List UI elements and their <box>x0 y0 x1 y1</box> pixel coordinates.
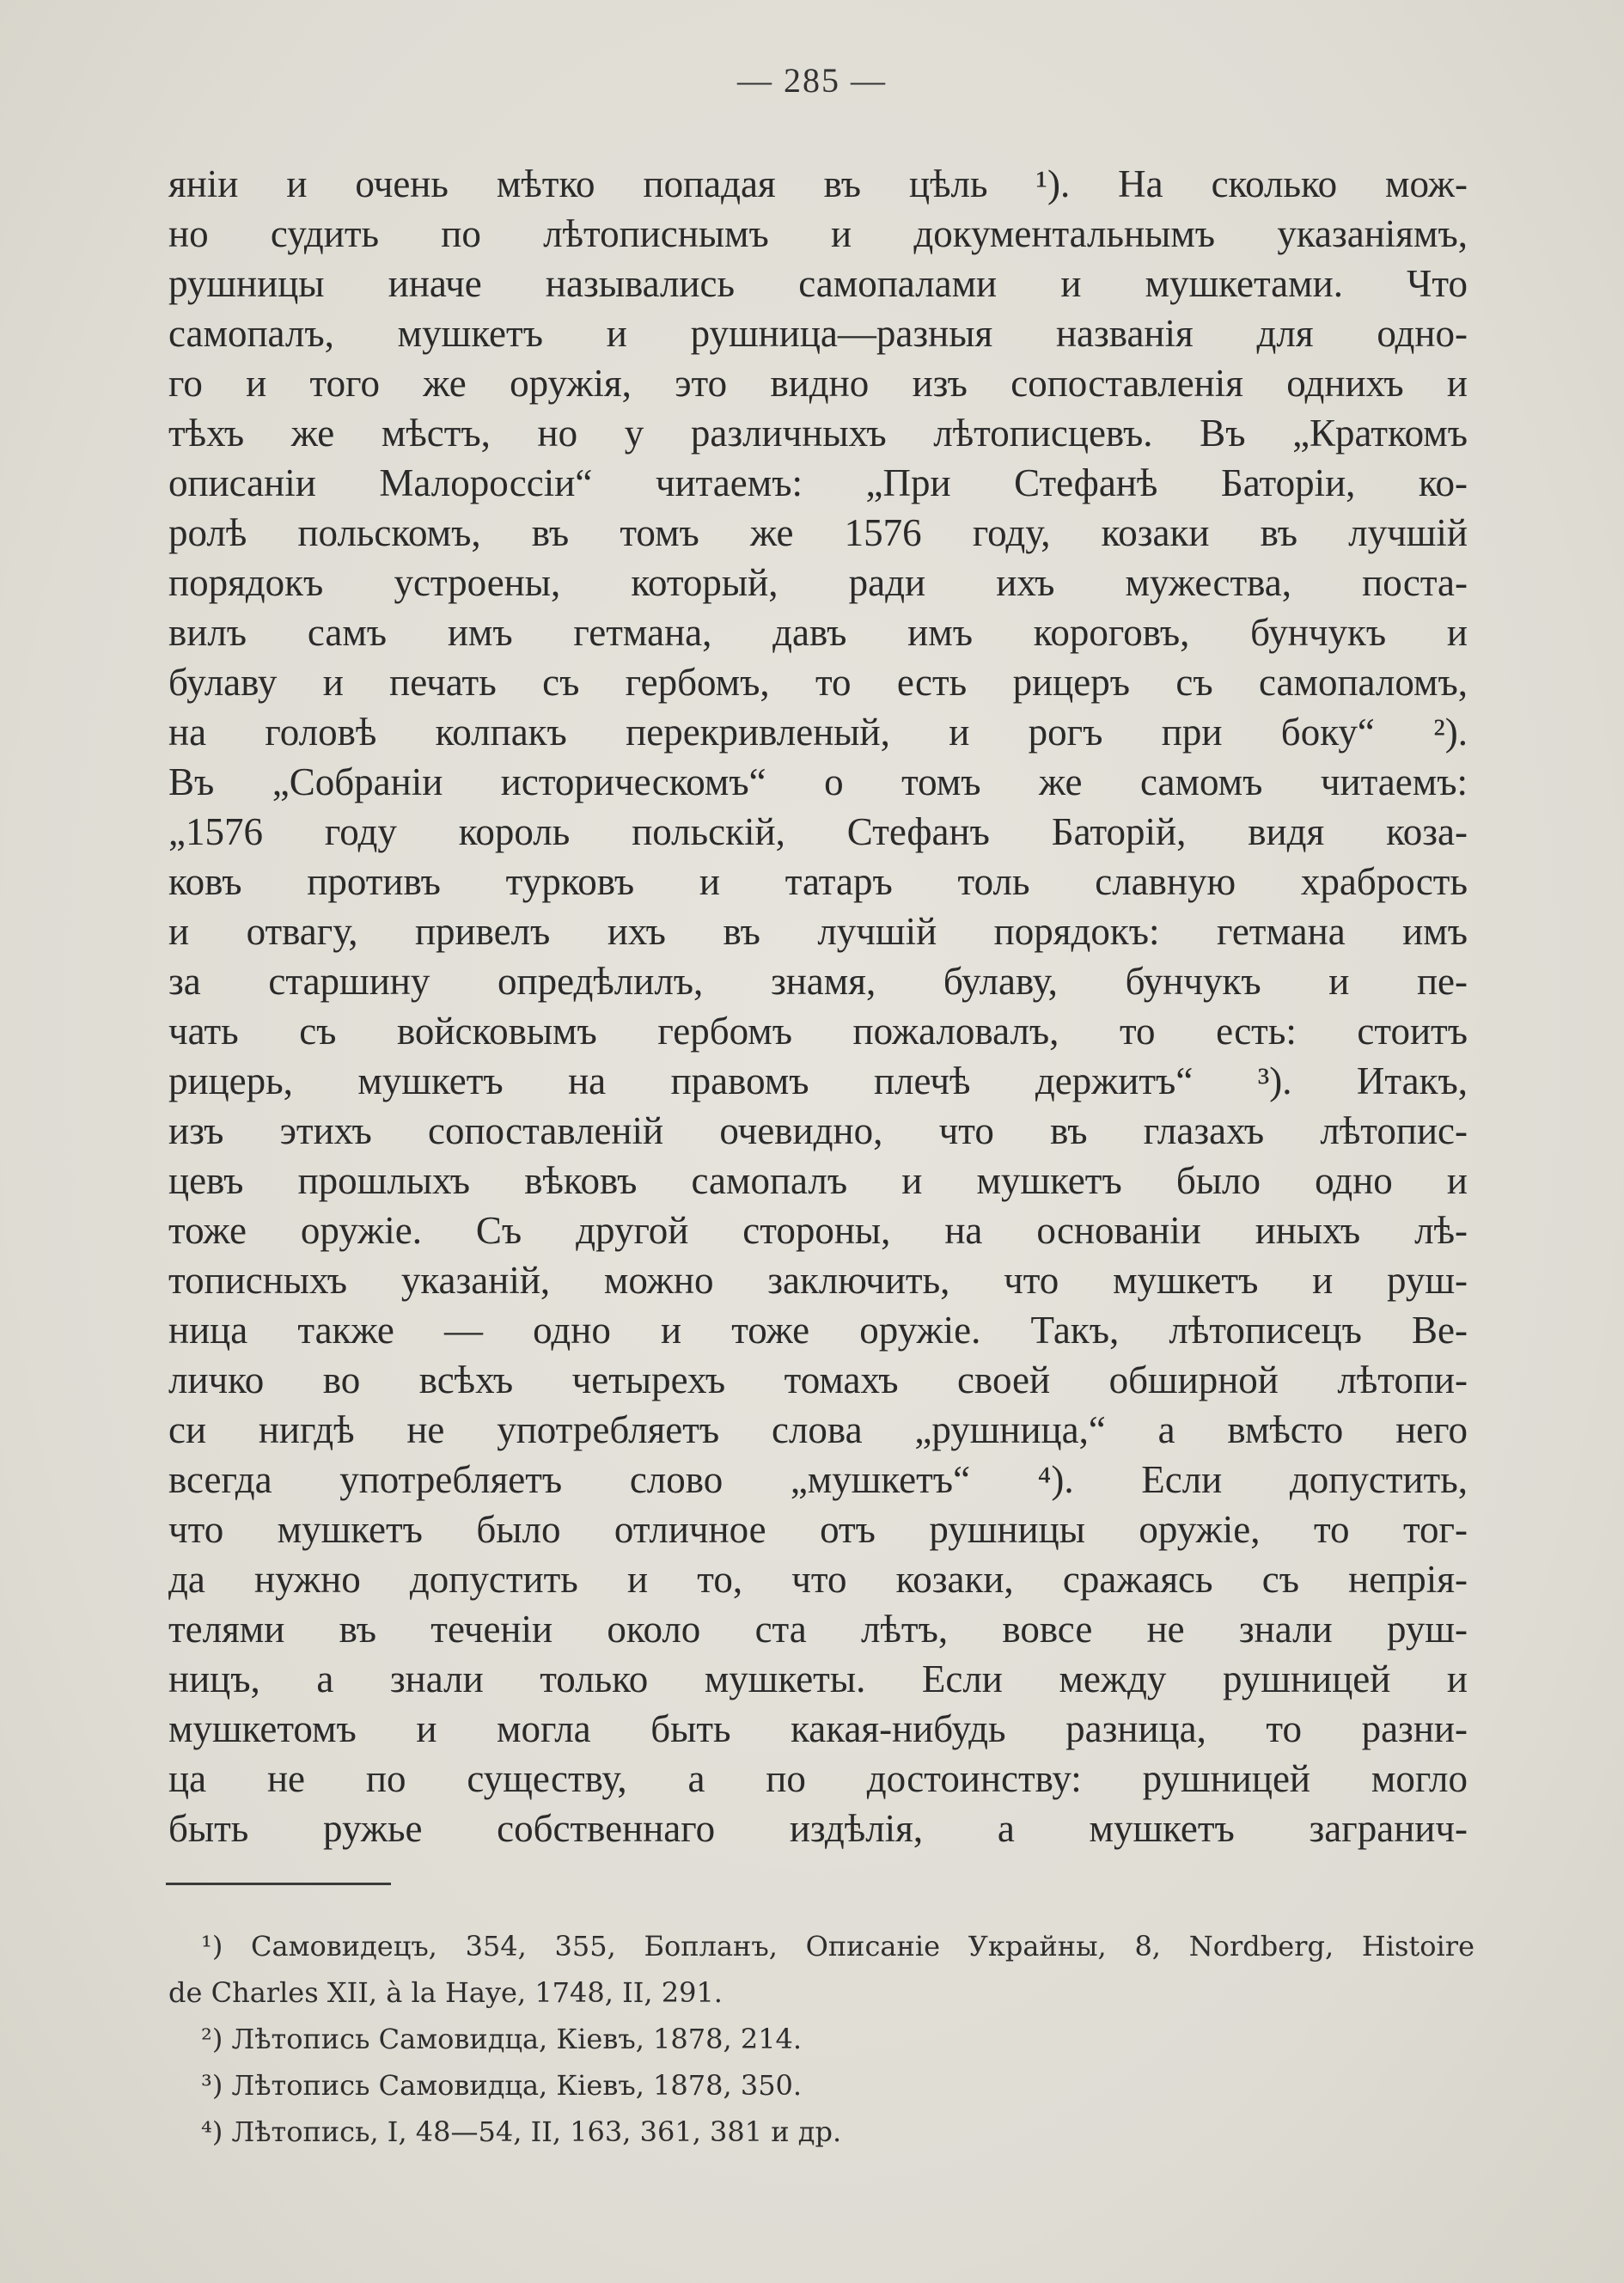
text-line: телями въ теченiи около ста лѣтъ, вовсе не знали руш- <box>168 1608 1468 1651</box>
text-line: но судить по лѣтописнымъ и документальнымъ указанiямъ, <box>168 212 1468 255</box>
text-line: си нигдѣ не употребляетъ слова „рушница,“ а вмѣсто него <box>168 1408 1468 1451</box>
text-line: рушницы иначе назывались самопалами и мушкетами. Что <box>168 262 1468 305</box>
text-line: мушкетомъ и могла быть какая-нибудь разница, то разни- <box>168 1707 1468 1750</box>
text-line: янiи и очень мѣтко попадая въ цѣль ¹). На сколько мож- <box>168 162 1468 205</box>
text-line: описанiи Малороссiи“ читаемъ: „При Стефанѣ Баторiи, ко- <box>168 461 1468 504</box>
text-line: вилъ самъ имъ гетмана, давъ имъ короговъ, бунчукъ и <box>168 611 1468 654</box>
text-line: булаву и печать съ гербомъ, то есть рицеръ съ самопаломъ, <box>168 661 1468 704</box>
footnote-1-continued: de Charles XII, à la Haye, 1748, II, 291. <box>168 1976 723 2009</box>
text-line: всегда употребляетъ слово „мушкетъ“ ⁴). Если допустить, <box>168 1458 1468 1501</box>
text-line: личко во всѣхъ четырехъ томахъ своей обширной лѣтопи- <box>168 1358 1468 1401</box>
text-line: ролѣ польскомъ, въ томъ же 1576 году, козаки въ лучшiй <box>168 511 1468 554</box>
text-line: цевъ прошлыхъ вѣковъ самопалъ и мушкетъ было одно и <box>168 1159 1468 1202</box>
text-line: тѣхъ же мѣстъ, но у различныхъ лѣтописцевъ. Въ „Краткомъ <box>168 412 1468 455</box>
text-line: на головѣ колпакъ перекривленый, и рогъ при боку“ ²). <box>168 711 1468 754</box>
text-line: за старшину опредѣлилъ, знамя, булаву, бунчукъ и пе- <box>168 960 1468 1003</box>
text-line: изъ этихъ сопоставленiй очевидно, что въ глазахъ лѣтопис- <box>168 1109 1468 1152</box>
footnote-3: ³) Лѣтопись Самовидца, Кiевъ, 1878, 350. <box>201 2069 803 2102</box>
text-line: ковъ противъ турковъ и татаръ толь славную храбрость <box>168 860 1468 903</box>
text-line: да нужно допустить и то, что козаки, сражаясь съ непрiя- <box>168 1558 1468 1601</box>
text-line: „1576 году король польскiй, Стефанъ Баторiй, видя коза- <box>168 810 1468 853</box>
text-line: и отвагу, привелъ ихъ въ лучшiй порядокъ: гетмана имъ <box>168 910 1468 953</box>
text-line: ца не по существу, а по достоинству: рушницей могло <box>168 1757 1468 1800</box>
text-line: го и того же оружiя, это видно изъ сопоставленiя однихъ и <box>168 362 1468 405</box>
text-line: быть ружье собственнаго издѣлiя, а мушкетъ загранич- <box>168 1807 1468 1850</box>
text-line: ница также — одно и тоже оружiе. Такъ, лѣтописецъ Ве- <box>168 1309 1468 1352</box>
footnote-2: ²) Лѣтопись Самовидца, Кiевъ, 1878, 214. <box>201 2023 803 2055</box>
text-line: рицерь, мушкетъ на правомъ плечѣ держитъ“ ³). Итакъ, <box>168 1059 1468 1102</box>
footnote-4: ⁴) Лѣтопись, I, 48—54, II, 163, 361, 381 и др. <box>201 2115 842 2148</box>
footnotes <box>168 1923 1474 2155</box>
footnote-divider <box>166 1883 391 1885</box>
page-number: — 285 — <box>737 61 887 100</box>
text-line: тоже оружiе. Съ другой стороны, на основанiи иныхъ лѣ- <box>168 1209 1468 1252</box>
footnote-1: ¹) Самовидецъ, 354, 355, Бопланъ, Описанiе Украйны, 8, Nordberg, Histoire <box>201 1930 1474 1963</box>
body-text <box>168 159 1468 1853</box>
text-line: ницъ, а знали только мушкеты. Если между рушницей и <box>168 1657 1468 1700</box>
text-line: что мушкетъ было отличное отъ рушницы оружiе, то тог- <box>168 1508 1468 1551</box>
text-line: Въ „Собранiи историческомъ“ о томъ же самомъ читаемъ: <box>168 760 1468 803</box>
text-line: чать съ войсковымъ гербомъ пожаловалъ, то есть: стоитъ <box>168 1010 1468 1053</box>
text-line: самопалъ, мушкетъ и рушница—разныя названiя для одно- <box>168 312 1468 355</box>
text-line: тописныхъ указанiй, можно заключить, что мушкетъ и руш- <box>168 1259 1468 1302</box>
text-line: порядокъ устроены, который, ради ихъ мужества, поста- <box>168 561 1468 604</box>
